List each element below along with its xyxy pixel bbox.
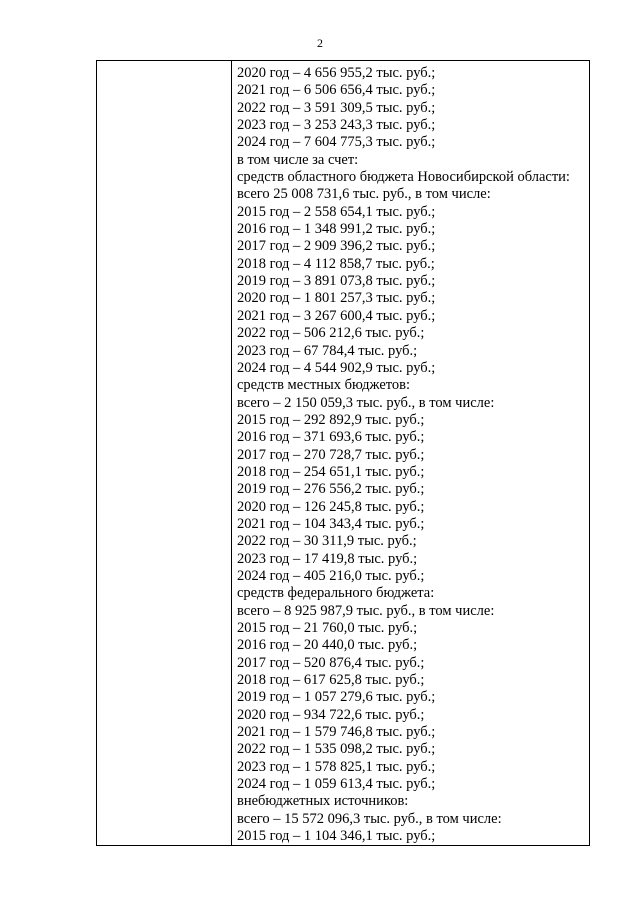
funding-line: 2022 год – 1 535 098,2 тыс. руб.; [237,741,436,758]
funding-line: 2018 год – 254 651,1 тыс. руб.; [237,463,425,480]
funding-line: 2021 год – 1 579 746,8 тыс. руб.; [237,724,436,741]
funding-line: 2015 год – 1 104 346,1 тыс. руб.; [237,828,436,845]
funding-line: 2023 год – 1 578 825,1 тыс. руб.; [237,758,436,775]
funding-line: 2017 год – 2 909 396,2 тыс. руб.; [237,238,436,255]
funding-text-cell [237,65,587,845]
funding-line: 2015 год – 21 760,0 тыс. руб.; [237,620,418,636]
funding-line: 2023 год – 67 784,4 тыс. руб.; [237,342,418,359]
funding-line: 2019 год – 1 057 279,6 тыс. руб.; [237,689,436,706]
funding-line: 2021 год – 3 267 600,4 тыс. руб.; [237,307,436,324]
funding-line: 2021 год – 104 343,4 тыс. руб.; [237,515,425,532]
funding-line: 2018 год – 4 112 858,7 тыс. руб.; [237,255,435,272]
funding-line: 2020 год – 4 656 955,2 тыс. руб.; [237,65,436,81]
funding-line: 2017 год – 270 728,7 тыс. руб.; [237,446,425,463]
funding-line: 2019 год – 276 556,2 тыс. руб.; [237,481,425,498]
funding-line: 2019 год – 3 891 073,8 тыс. руб.; [237,273,436,290]
funding-line: 2018 год – 617 625,8 тыс. руб.; [237,672,425,689]
funding-line: всего – 15 572 096,3 тыс. руб., в том числе: [237,810,502,827]
funding-line: 2016 год – 371 693,6 тыс. руб.; [237,429,425,446]
funding-line: внебюджетных источников: [237,793,409,810]
funding-line: 2015 год – 292 892,9 тыс. руб.; [237,411,425,428]
funding-line: 2024 год – 405 216,0 тыс. руб.; [237,567,425,584]
funding-line: 2020 год – 126 245,8 тыс. руб.; [237,498,425,515]
funding-line: 2022 год – 3 591 309,5 тыс. руб.; [237,99,436,116]
funding-line: 2020 год – 1 801 257,3 тыс. руб.; [237,290,436,307]
funding-line: 2016 год – 20 440,0 тыс. руб.; [237,637,418,654]
funding-line: всего – 8 925 987,9 тыс. руб., в том числе: [237,602,495,619]
funding-line: 2016 год – 1 348 991,2 тыс. руб.; [237,221,436,238]
page-number: 2 [317,36,323,50]
funding-line: 2024 год – 7 604 775,3 тыс. руб.; [237,134,436,151]
funding-line: средств федерального бюджета: [237,585,435,602]
funding-line: 2020 год – 934 722,6 тыс. руб.; [237,706,425,723]
funding-line: всего 25 008 731,6 тыс. руб., в том числе: [237,186,491,203]
funding-line: 2022 год – 30 311,9 тыс. руб.; [237,533,417,550]
funding-table [96,60,590,846]
funding-line: 2022 год – 506 212,6 тыс. руб.; [237,325,425,342]
column-divider [231,61,232,845]
funding-line: 2023 год – 17 419,8 тыс. руб.; [237,550,418,567]
funding-line: средств местных бюджетов: [237,377,411,394]
funding-line: всего – 2 150 059,3 тыс. руб., в том числе: [237,394,495,411]
funding-line: средств областного бюджета Новосибирской области: [237,169,570,186]
funding-line: 2021 год – 6 506 656,4 тыс. руб.; [237,82,436,99]
funding-line: в том числе за счет: [237,151,359,168]
funding-line: 2024 год – 1 059 613,4 тыс. руб.; [237,776,436,793]
funding-line: 2017 год – 520 876,4 тыс. руб.; [237,654,425,671]
funding-line: 2023 год – 3 253 243,3 тыс. руб.; [237,117,436,134]
funding-line: 2024 год – 4 544 902,9 тыс. руб.; [237,359,436,376]
funding-line: 2015 год – 2 558 654,1 тыс. руб.; [237,203,436,220]
